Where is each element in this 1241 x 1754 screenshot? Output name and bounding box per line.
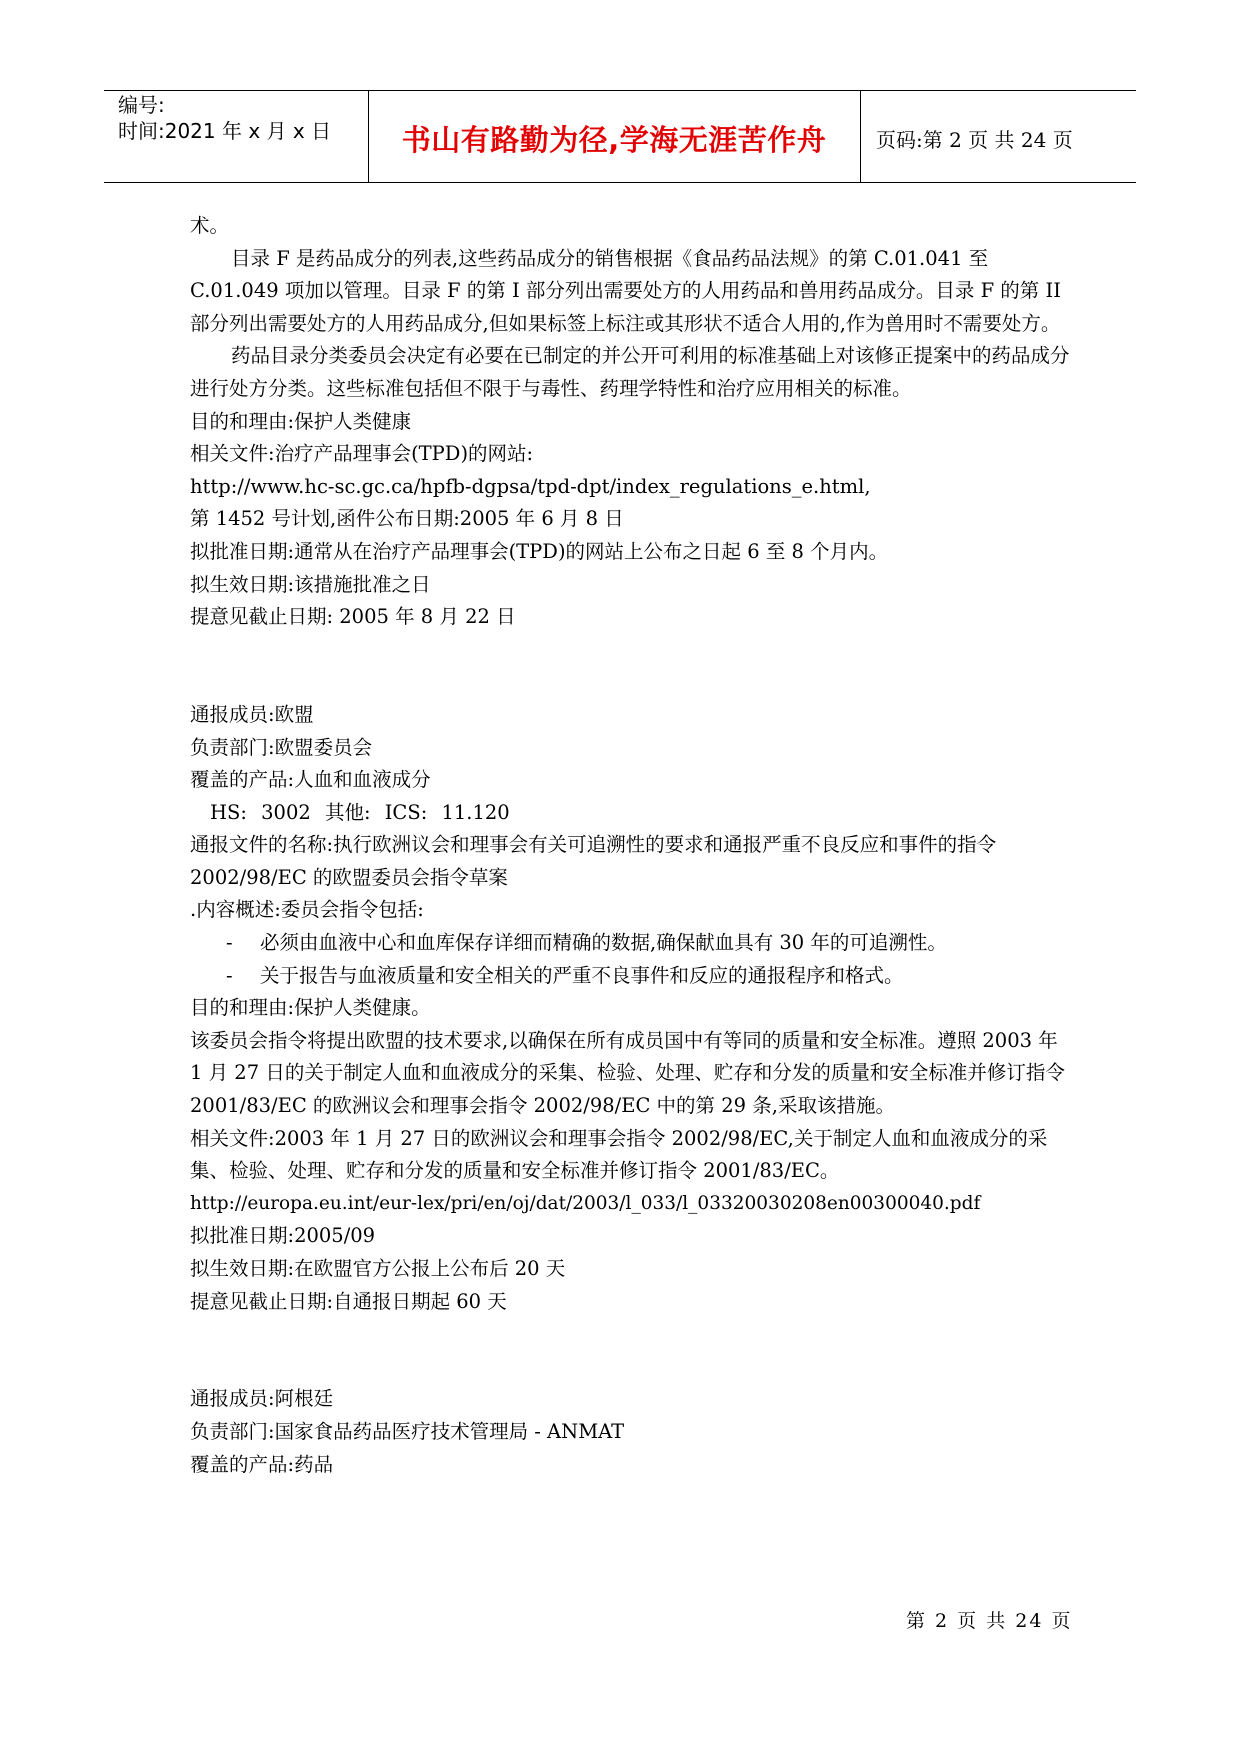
- document-body: [190, 210, 1070, 1481]
- paragraph: 拟批准日期:2005/09: [190, 1224, 376, 1248]
- paragraph: 目的和理由:保护人类健康: [190, 409, 412, 433]
- spacer: [190, 1351, 1070, 1384]
- paragraph: 该委员会指令将提出欧盟的技术要求,以确保在所有成员国中有等同的质量和安全标准。遵照 2003 年 1 月 27 日的关于制定人血和血液成分的采集、检验、处理、贮存和分发的质量和安全标准并修订指令 2001/83/EC 的欧洲议会和理事会指令 2002/98/EC 中的第 29 条,采取该措施。: [190, 1028, 1065, 1118]
- bullet-item: [190, 960, 1070, 993]
- paragraph: 术。: [190, 214, 230, 237]
- paragraph: 拟批准日期:通常从在治疗产品理事会(TPD)的网站上公布之日起 6 至 8 个月内。: [190, 539, 889, 563]
- header-top-rule: [104, 90, 1136, 91]
- header-meta: [118, 92, 331, 144]
- paragraph: 通报成员:欧盟: [190, 702, 314, 726]
- paragraph: 拟生效日期:在欧盟官方公报上公布后 20 天: [190, 1257, 566, 1280]
- bullet-text: 关于报告与血液质量和安全相关的严重不良事件和反应的通报程序和格式。: [260, 963, 904, 987]
- document-number-label: 编号:: [118, 93, 165, 117]
- paragraph: 相关文件:2003 年 1 月 27 日的欧洲议会和理事会指令 2002/98/EC,关于制定人血和血液成分的采集、检验、处理、贮存和分发的质量和安全标准并修订指令 2001/83/EC。: [190, 1126, 1048, 1183]
- paragraph: 负责部门:国家食品药品医疗技术管理局 - ANMAT: [190, 1419, 625, 1443]
- paragraph: 覆盖的产品:人血和血液成分: [190, 768, 431, 792]
- spacer: [190, 666, 1070, 699]
- header-page-label: 页码:第 2 页 共 24 页: [876, 128, 1073, 152]
- document-time-label: 时间:2021 年 x 月 x 日: [118, 119, 332, 143]
- header-motto: 书山有路勤为径,学海无涯苦作舟: [401, 123, 827, 157]
- paragraph: 提意见截止日期:自通报日期起 60 天: [190, 1289, 507, 1313]
- paragraph: 覆盖的产品:药品: [190, 1452, 334, 1476]
- paragraph: HS: 3002 其他: ICS: 11.120: [210, 800, 510, 824]
- footer-page-label: 第 2 页 共 24 页: [906, 1610, 1073, 1632]
- paragraph: 通报成员:阿根廷: [190, 1387, 334, 1411]
- paragraph: 目录 F 是药品成分的列表,这些药品成分的销售根据《食品药品法规》的第 C.01.041 至 C.01.049 项加以管理。目录 F 的第 I 部分列出需要处方的人用药品和兽用药品成分。目录 F 的第 II 部分列出需要处方的人用药品成分,但如果标签上标注或其形状不适合人用的,作为兽用时不需要处方。: [190, 246, 1061, 335]
- paragraph: .内容概述:委员会指令包括:: [190, 898, 424, 922]
- paragraph: 提意见截止日期: 2005 年 8 月 22 日: [190, 605, 516, 629]
- bullet-item: [190, 927, 1070, 960]
- bullet-text: 必须由血液中心和血库保存详细而精确的数据,确保献血具有 30 年的可追溯性。: [260, 931, 947, 955]
- spacer: [190, 634, 1070, 667]
- header-divider-right: [860, 90, 861, 182]
- header-divider-left: [368, 90, 369, 182]
- header-bottom-rule: [104, 182, 1136, 183]
- paragraph: 药品目录分类委员会决定有必要在已制定的并公开可利用的标准基础上对该修正提案中的药品成分进行处方分类。这些标准包括但不限于与毒性、药理学特性和治疗应用相关的标准。: [190, 344, 1070, 400]
- bullet-dash: -: [226, 931, 233, 955]
- paragraph: 拟生效日期:该措施批准之日: [190, 572, 431, 596]
- paragraph: 相关文件:治疗产品理事会(TPD)的网站:: [190, 442, 534, 466]
- url-text: http://europa.eu.int/eur-lex/pri/en/oj/dat/2003/l_033/l_03320030208en00300040.pdf: [190, 1192, 981, 1214]
- paragraph: 通报文件的名称:执行欧洲议会和理事会有关可追溯性的要求和通报严重不良反应和事件的指令 2002/98/EC 的欧盟委员会指令草案: [190, 833, 997, 889]
- spacer: [190, 1318, 1070, 1351]
- url-text: http://www.hc-sc.gc.ca/hpfb-dgpsa/tpd-dpt/index_regulations_e.html,: [190, 474, 871, 498]
- bullet-dash: -: [226, 963, 233, 987]
- paragraph: 第 1452 号计划,函件公布日期:2005 年 6 月 8 日: [190, 507, 624, 531]
- paragraph: 目的和理由:保护人类健康。: [190, 996, 431, 1020]
- paragraph: 负责部门:欧盟委员会: [190, 735, 373, 759]
